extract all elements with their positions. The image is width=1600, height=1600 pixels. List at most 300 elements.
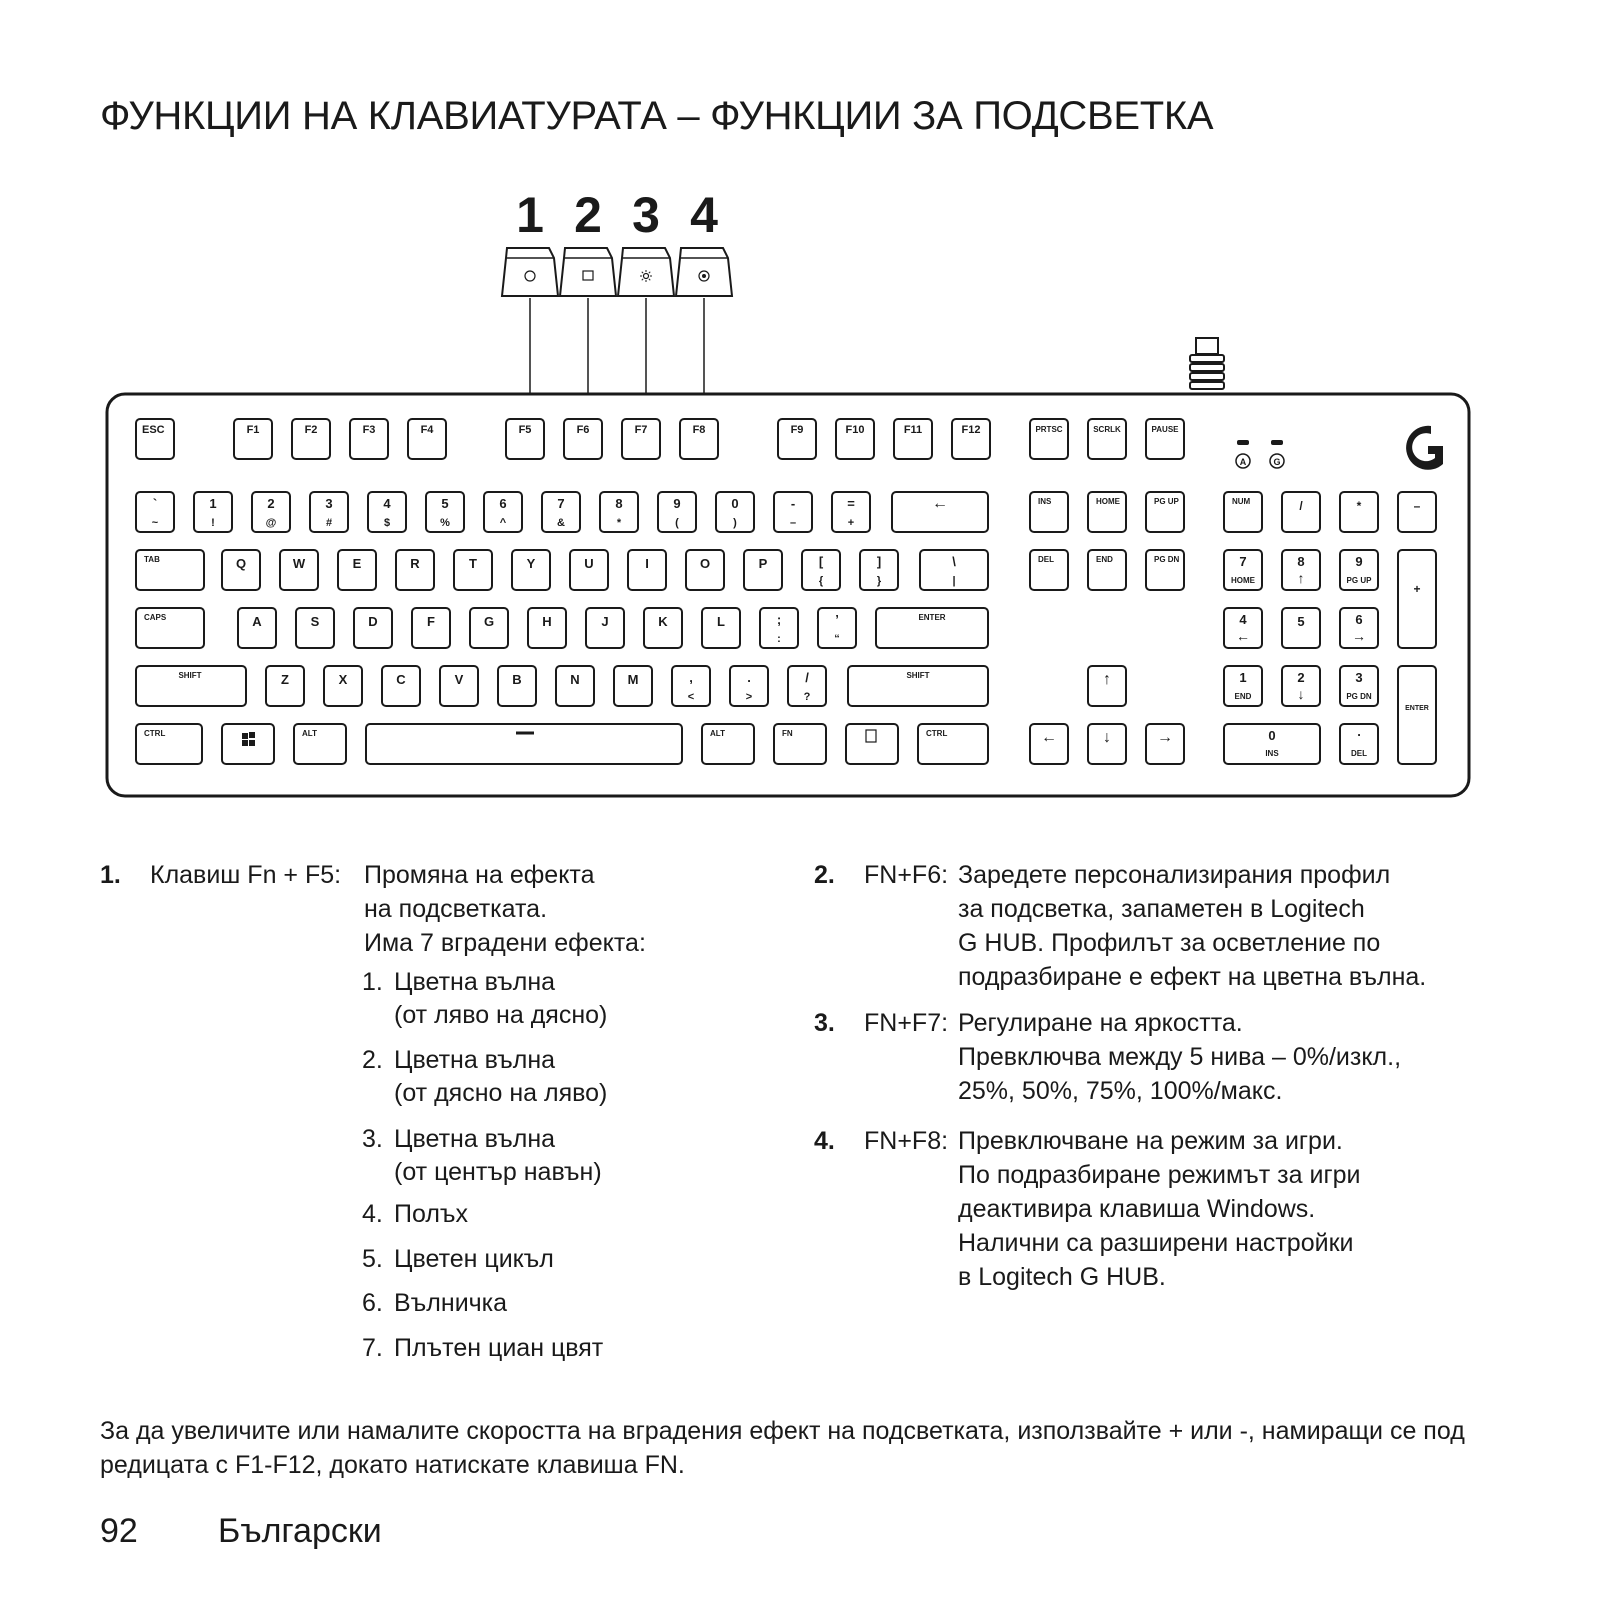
key-legend: T — [469, 556, 477, 571]
key-legend: ← — [1236, 628, 1250, 644]
key-space — [366, 724, 682, 764]
key-legend: G — [483, 614, 495, 629]
key-legend: ? — [803, 691, 811, 703]
key-legend: ) — [733, 517, 737, 529]
key-legend: L — [717, 614, 725, 629]
item-2-description — [958, 858, 1426, 994]
key-legend: SCRLK — [1093, 425, 1121, 434]
key-legend: I — [645, 556, 649, 571]
key-legend: 6 — [499, 496, 507, 511]
key-legend: 4 — [1239, 612, 1247, 627]
effect-label: Плътен циан цвят — [394, 1334, 604, 1362]
key-f10 — [836, 419, 874, 459]
key-arrow-left — [1030, 724, 1068, 764]
key-legend: CTRL — [144, 729, 166, 738]
key-f6 — [564, 419, 602, 459]
item-1-line: Има 7 вградени ефекта: — [364, 929, 646, 957]
key-legend: ENTER — [918, 613, 946, 622]
key-legend: H — [542, 614, 552, 629]
callout-2 — [560, 187, 616, 419]
key-comma — [672, 666, 710, 706]
key-j — [586, 608, 624, 648]
key-legend: 8 — [615, 496, 623, 511]
key-e — [338, 550, 376, 590]
effect-item — [362, 1044, 607, 1110]
key-legend: P — [758, 556, 768, 571]
item-1-number: 1. — [100, 861, 121, 889]
item-4-line: в Logitech G HUB. — [958, 1263, 1166, 1291]
key-legend: PG UP — [1346, 576, 1372, 585]
key-ctrl-left — [136, 724, 202, 764]
item-3-description — [958, 1006, 1401, 1108]
key-number-row — [136, 492, 174, 532]
key-legend: < — [687, 691, 695, 703]
key-k — [644, 608, 682, 648]
key-legend: Z — [281, 672, 289, 687]
keycap-icon — [502, 248, 558, 296]
key-legend: PG UP — [1154, 497, 1179, 506]
key-scrlk — [1088, 419, 1126, 459]
key-num-9 — [1340, 550, 1378, 590]
key-legend: Y — [526, 556, 536, 571]
page-language: Български — [218, 1512, 382, 1550]
key-legend: ’ — [835, 612, 839, 627]
key-m — [614, 666, 652, 706]
key-legend: \ — [952, 554, 956, 569]
key-legend: N — [570, 672, 580, 687]
key-legend: $ — [383, 517, 391, 529]
key-legend: / — [1299, 499, 1303, 513]
key-num-2 — [1282, 666, 1320, 706]
key-legend: 0 — [731, 496, 739, 511]
key-f9 — [778, 419, 816, 459]
item-4-line: Налични са разширени настройки — [958, 1229, 1354, 1257]
key-legend: X — [338, 672, 348, 687]
key-legend: SHIFT — [178, 671, 202, 680]
key-legend: . — [1357, 724, 1361, 739]
key-legend: = — [847, 496, 855, 511]
key-c — [382, 666, 420, 706]
key-legend: ↓ — [1103, 729, 1111, 746]
item-4-line: Превключване на режим за игри. — [958, 1127, 1343, 1155]
key-legend: → — [1352, 628, 1366, 644]
key-l — [702, 608, 740, 648]
key-num-minus — [1398, 492, 1436, 532]
page-title: ФУНКЦИИ НА КЛАВИАТУРАТА – ФУНКЦИИ ЗА ПОДСВЕТКА — [100, 94, 1214, 138]
key-semicolon — [760, 608, 798, 648]
key-legend: – — [1413, 499, 1421, 513]
key-insert — [1030, 492, 1068, 532]
key-x — [324, 666, 362, 706]
key-legend: & — [557, 517, 565, 529]
windows-icon-pane — [242, 733, 248, 739]
key-legend: INS — [1038, 497, 1052, 506]
cable-strain-relief — [1190, 364, 1224, 371]
key-legend: 6 — [1355, 612, 1363, 627]
effect-label: Цветна вълна (от ляво на дясно) — [394, 968, 608, 1029]
key-home — [1088, 492, 1126, 532]
key-number-row — [310, 492, 348, 532]
key-legend: 3 — [1355, 670, 1363, 685]
key-legend: C — [396, 672, 406, 687]
key-z — [266, 666, 304, 706]
key-number-row — [484, 492, 522, 532]
item-2-key: FN+F6: — [864, 861, 949, 889]
key-legend: 1 — [1239, 670, 1247, 685]
key-num-star — [1340, 492, 1378, 532]
key-f5 — [506, 419, 544, 459]
icon-dot — [702, 274, 706, 278]
key-legend: R — [410, 556, 420, 571]
key-legend: HOME — [1096, 497, 1120, 506]
key-g — [470, 608, 508, 648]
item-4-description — [958, 1124, 1360, 1294]
key-arrow-up — [1088, 666, 1126, 706]
item-4-number: 4. — [814, 1127, 835, 1155]
key-number-row — [252, 492, 290, 532]
key-alt-right — [702, 724, 754, 764]
key-numlock — [1224, 492, 1262, 532]
item-4-line: По подразбиране режимът за игри — [958, 1161, 1361, 1189]
key-legend: INS — [1265, 749, 1279, 758]
key-legend: % — [440, 517, 450, 529]
key-legend: F3 — [362, 424, 376, 436]
key-num-8 — [1282, 550, 1320, 590]
key-page-up — [1146, 492, 1184, 532]
key-number-row — [542, 492, 580, 532]
key-legend: ] — [876, 554, 882, 569]
effect-label: Цветен цикъл — [394, 1245, 554, 1273]
key-num-3 — [1340, 666, 1378, 706]
key-f1 — [234, 419, 272, 459]
key-legend: # — [325, 517, 333, 529]
key-legend: “ — [834, 633, 840, 645]
usb-cable-icon — [1190, 338, 1224, 389]
effect-number: 1. — [362, 968, 383, 996]
key-legend: > — [745, 691, 753, 703]
key-legend: G — [1273, 457, 1281, 467]
item-1-description — [364, 858, 646, 960]
key-legend: } — [876, 575, 882, 587]
key-legend: → — [1157, 729, 1173, 746]
key-legend: DEL — [1351, 749, 1367, 758]
key-legend: 2 — [1297, 670, 1305, 685]
key-b — [498, 666, 536, 706]
item-3-line: Превключва между 5 нива – 0%/изкл., — [958, 1043, 1402, 1071]
key-legend: ENTER — [1405, 705, 1429, 712]
effect-number: 4. — [362, 1200, 383, 1228]
key-legend: F5 — [518, 424, 532, 436]
effect-number: 5. — [362, 1245, 383, 1273]
key-p — [744, 550, 782, 590]
key-legend: F8 — [692, 424, 706, 436]
item-4-key: FN+F8: — [864, 1127, 949, 1155]
key-number-row — [658, 492, 696, 532]
key-n — [556, 666, 594, 706]
key-f4 — [408, 419, 446, 459]
keyboard-keys — [107, 394, 1469, 796]
key-alt-left — [294, 724, 346, 764]
key-legend: K — [658, 614, 668, 629]
key-legend: ↑ — [1103, 671, 1111, 688]
key-legend: F12 — [961, 424, 981, 436]
key-legend: 9 — [673, 496, 681, 511]
key-legend: , — [689, 670, 693, 685]
key-legend: 7 — [1239, 554, 1247, 569]
key-legend: F7 — [634, 424, 648, 436]
key-number-row — [774, 492, 812, 532]
key-backslash — [920, 550, 988, 590]
key-f11 — [894, 419, 932, 459]
key-legend: ~ — [151, 517, 159, 529]
key-num-1 — [1224, 666, 1262, 706]
key-caps — [136, 608, 204, 648]
key-legend: * — [616, 517, 622, 529]
key-legend: D — [368, 614, 378, 629]
key-legend: F9 — [790, 424, 804, 436]
key-legend: 5 — [441, 496, 449, 511]
item-1-line: на подсветката. — [364, 895, 548, 923]
key-number-row — [194, 492, 232, 532]
key-legend: ^ — [499, 517, 507, 529]
item-1-key: Клавиш Fn + F5: — [150, 861, 342, 889]
key-legend: F10 — [845, 424, 865, 436]
key-backspace — [892, 492, 988, 532]
key-legend: ` — [152, 496, 158, 511]
key-pause — [1146, 419, 1184, 459]
key-legend: 0 — [1268, 728, 1276, 743]
key-f — [412, 608, 450, 648]
key-legend: ← — [1041, 729, 1057, 746]
effect-label: Полъх — [394, 1200, 469, 1228]
item-2-line: за подсветка, запаметен в Logitech — [958, 895, 1365, 923]
effect-label: Цветна вълна (от дясно на ляво) — [394, 1046, 608, 1107]
key-number-row — [426, 492, 464, 532]
key-legend: 1 — [209, 496, 217, 511]
indicator-led — [1271, 440, 1283, 445]
key-bracket-right — [860, 550, 898, 590]
key-y — [512, 550, 550, 590]
key-o — [686, 550, 724, 590]
windows-icon-pane — [249, 740, 255, 746]
key-legend: ! — [211, 517, 215, 529]
key-f12 — [952, 419, 990, 459]
key-legend: U — [584, 556, 594, 571]
key-legend: . — [747, 670, 751, 685]
key-legend: @ — [265, 517, 277, 529]
key-enter — [876, 608, 988, 648]
key-legend: PG DN — [1346, 692, 1372, 701]
key-legend: [ — [818, 554, 824, 569]
effect-item — [362, 1287, 507, 1320]
key-legend: B — [512, 672, 522, 687]
key-num-5 — [1282, 608, 1320, 648]
windows-icon-pane — [242, 740, 248, 746]
key-num-enter — [1398, 666, 1436, 764]
key-num-dot — [1340, 724, 1378, 764]
key-shift-left — [136, 666, 246, 706]
key-legend: PRTSC — [1035, 425, 1063, 434]
key-legend: PAUSE — [1151, 425, 1179, 434]
item-3-line: 25%, 50%, 75%, 100%/макс. — [958, 1077, 1283, 1105]
key-legend: 5 — [1297, 614, 1305, 629]
key-legend: | — [952, 575, 956, 587]
key-u — [570, 550, 608, 590]
key-legend: 8 — [1297, 554, 1305, 569]
key-v — [440, 666, 478, 706]
effect-item — [362, 1198, 468, 1231]
key-menu — [846, 724, 898, 764]
cable-strain-relief — [1190, 382, 1224, 389]
key-prtsc — [1030, 419, 1068, 459]
callout-3 — [618, 187, 674, 419]
effect-item — [362, 966, 607, 1032]
key-num-plus — [1398, 550, 1436, 648]
key-page-down — [1146, 550, 1184, 590]
key-legend: TAB — [144, 555, 160, 564]
item-2-line: Заредете персонализирания профил — [958, 861, 1391, 889]
key-legend: { — [818, 575, 824, 587]
key-legend: 2 — [267, 496, 275, 511]
key-legend: ← — [932, 495, 948, 512]
key-legend: : — [777, 633, 781, 645]
key-legend: END — [1096, 555, 1113, 564]
key-shift-right — [848, 666, 988, 706]
key-arrow-down — [1088, 724, 1126, 764]
key-legend: - — [790, 496, 796, 511]
key-legend: PG DN — [1154, 555, 1180, 564]
effect-number: 7. — [362, 1334, 383, 1362]
key-legend: V — [454, 672, 464, 687]
key-number-row — [716, 492, 754, 532]
item-3-number: 3. — [814, 1009, 835, 1037]
callout-number: 1 — [516, 187, 544, 243]
effect-number: 6. — [362, 1289, 383, 1317]
cable-strain-relief — [1190, 355, 1224, 362]
key-legend: FN — [782, 729, 793, 738]
key-legend: F11 — [903, 424, 923, 436]
effect-item — [362, 1332, 603, 1365]
key-legend: ESC — [142, 424, 165, 436]
key-legend: F2 — [304, 424, 318, 436]
key-quote — [818, 608, 856, 648]
key-a — [238, 608, 276, 648]
key-d — [354, 608, 392, 648]
key-bracket-left — [802, 550, 840, 590]
key-legend: 3 — [325, 496, 333, 511]
key-legend: ALT — [710, 729, 725, 738]
key-legend: F4 — [420, 424, 434, 436]
key-legend: O — [699, 556, 711, 571]
keycap-icon — [560, 248, 616, 296]
keycap-icon — [676, 248, 732, 296]
item-2-number: 2. — [814, 861, 835, 889]
footnote: За да увеличите или намалите скоростта на вградения ефект на подсветката, използвайте + или -, намиращи се под редицата с F1-F12, докато натискате клавиша FN. — [100, 1417, 1465, 1479]
key-legend: J — [601, 614, 609, 629]
key-slash — [788, 666, 826, 706]
key-f7 — [622, 419, 660, 459]
key-f8 — [680, 419, 718, 459]
item-4-line: деактивира клавиша Windows. — [958, 1195, 1316, 1223]
key-legend: + — [1413, 582, 1421, 596]
key-legend: + — [847, 517, 855, 529]
key-number-row — [368, 492, 406, 532]
cable-plug — [1196, 338, 1218, 354]
key-end — [1088, 550, 1126, 590]
key-legend: ; — [776, 612, 782, 627]
key-legend: HOME — [1231, 576, 1255, 585]
effect-label: Цветна вълна (от център навън) — [394, 1125, 602, 1186]
key-legend: A — [252, 614, 262, 629]
key-legend: SHIFT — [906, 671, 930, 680]
keycap-outline — [1398, 550, 1436, 648]
key-legend: * — [1356, 499, 1362, 513]
key-legend: ↓ — [1297, 686, 1305, 702]
key-legend: CTRL — [926, 729, 948, 738]
callout-number: 4 — [690, 187, 718, 243]
key-arrow-right — [1146, 724, 1184, 764]
key-q — [222, 550, 260, 590]
key-legend: E — [352, 556, 362, 571]
key-f2 — [292, 419, 330, 459]
key-delete — [1030, 550, 1068, 590]
key-legend: ↑ — [1297, 570, 1305, 586]
callout-number: 3 — [632, 187, 660, 243]
key-windows — [222, 724, 274, 764]
key-legend: DEL — [1038, 555, 1054, 564]
key-legend: S — [310, 614, 320, 629]
key-legend: – — [789, 517, 797, 529]
effect-item — [362, 1243, 554, 1276]
callout-number: 2 — [574, 187, 602, 243]
item-3-key: FN+F7: — [864, 1009, 949, 1037]
key-t — [454, 550, 492, 590]
key-legend: 4 — [383, 496, 391, 511]
key-legend: NUM — [1232, 497, 1251, 506]
key-h — [528, 608, 566, 648]
key-legend: CAPS — [144, 613, 167, 622]
key-num-4 — [1224, 608, 1262, 648]
keycap-outline — [366, 724, 682, 764]
key-legend: A — [1239, 457, 1247, 467]
key-legend: F — [427, 614, 435, 629]
effect-number: 2. — [362, 1046, 383, 1074]
callout-group — [502, 187, 732, 419]
key-number-row — [600, 492, 638, 532]
key-legend: END — [1234, 692, 1252, 701]
item-3-line: Регулиране на яркостта. — [958, 1009, 1243, 1037]
key-tab — [136, 550, 204, 590]
key-legend: 9 — [1355, 554, 1363, 569]
key-number-row — [832, 492, 870, 532]
page-number: 92 — [100, 1512, 138, 1550]
windows-icon-pane — [249, 732, 255, 738]
callout-4 — [676, 187, 732, 419]
cable-strain-relief — [1190, 373, 1224, 380]
key-legend: Q — [235, 556, 247, 571]
key-legend: / — [805, 670, 809, 685]
item-2-line: подразбиране е ефект на цветна вълна. — [958, 963, 1427, 991]
key-legend: M — [627, 672, 639, 687]
key-legend: W — [292, 556, 306, 571]
key-num-slash — [1282, 492, 1320, 532]
item-1-line: Промяна на ефекта — [364, 861, 595, 889]
effect-label: Вълничка — [394, 1289, 508, 1317]
effect-number: 3. — [362, 1125, 383, 1153]
key-legend: F6 — [576, 424, 590, 436]
key-s — [296, 608, 334, 648]
key-fn — [774, 724, 826, 764]
